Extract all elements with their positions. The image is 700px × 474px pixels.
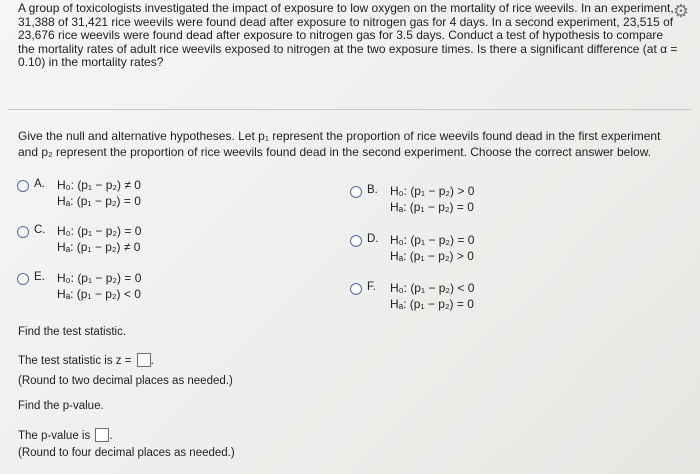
alternative-hypothesis: Hₐ: (p₁ − p₂) = 0 — [390, 200, 474, 214]
test-statistic-line — [18, 353, 154, 367]
p-value-input[interactable] — [95, 428, 109, 442]
gear-icon[interactable]: ⚙ — [672, 0, 690, 21]
option-d[interactable] — [350, 233, 650, 267]
alternative-hypothesis: Hₐ: (p₁ − p₂) < 0 — [57, 287, 141, 301]
option-f[interactable] — [350, 281, 650, 315]
p-value-hint: (Round to four decimal places as needed.) — [18, 447, 235, 459]
alternative-hypothesis: Hₐ: (p₁ − p₂) = 0 — [390, 297, 474, 311]
option-c[interactable] — [17, 224, 317, 258]
question-prompt: Give the null and alternative hypotheses. Let p₁ represent the proportion of rice weevils found dead in the first experiment and p₂ represent the proportion of rice weevils found dead in the second experiment. Choose the correct answer below. — [18, 129, 661, 159]
divider — [8, 109, 692, 110]
null-hypothesis: H₀: (p₁ − p₂) < 0 — [390, 281, 475, 295]
option-letter: D. — [367, 233, 379, 245]
problem-statement: A group of toxicologists investigated the impact of exposure to low oxygen on the mortality of rice weevils. In an experiment, 31,388 of 31,421 rice weevils were found dead after exposure to nitrogen gas for 4 days. In a second experiment, 23,515 of 23,676 rice weevils were found dead after exposure to nitrogen gas for 3.5 days. Conduct a test of hypothesis to compare the mortality rates of adult rice weevils exposed to nitrogen at the two exposure times. Is there a significant difference (at α = 0.10) in the mortality rates? — [18, 1, 678, 70]
period: . — [109, 430, 113, 442]
null-hypothesis: H₀: (p₁ − p₂) = 0 — [57, 224, 142, 238]
option-b[interactable] — [350, 184, 650, 218]
p-value-heading: Find the p-value. — [18, 400, 104, 412]
null-hypothesis: H₀: (p₁ − p₂) = 0 — [57, 271, 142, 285]
null-hypothesis: H₀: (p₁ − p₂) ≠ 0 — [57, 178, 141, 192]
test-statistic-heading: Find the test statistic. — [18, 326, 127, 338]
radio-button[interactable] — [350, 235, 362, 247]
option-letter: E. — [34, 271, 45, 283]
option-e[interactable] — [17, 271, 317, 305]
period: . — [150, 355, 154, 367]
test-statistic-prompt: The test statistic is z = — [18, 355, 132, 367]
p-value-line — [18, 428, 113, 442]
option-letter: A. — [34, 178, 45, 190]
test-statistic-input[interactable] — [137, 353, 151, 367]
radio-button[interactable] — [350, 283, 362, 295]
p-value-prompt: The p-value is — [18, 430, 91, 442]
alternative-hypothesis: Hₐ: (p₁ − p₂) ≠ 0 — [57, 240, 141, 254]
radio-button[interactable] — [17, 226, 29, 238]
option-letter: C. — [34, 224, 46, 236]
radio-button[interactable] — [17, 180, 29, 192]
radio-button[interactable] — [350, 186, 362, 198]
alternative-hypothesis: Hₐ: (p₁ − p₂) = 0 — [57, 194, 141, 208]
radio-button[interactable] — [17, 273, 29, 285]
null-hypothesis: H₀: (p₁ − p₂) > 0 — [390, 184, 475, 198]
test-statistic-hint: (Round to two decimal places as needed.) — [18, 375, 233, 387]
option-a[interactable] — [17, 178, 317, 212]
null-hypothesis: H₀: (p₁ − p₂) = 0 — [390, 233, 475, 247]
alternative-hypothesis: Hₐ: (p₁ − p₂) > 0 — [390, 249, 474, 263]
option-letter: B. — [367, 184, 378, 196]
option-letter: F. — [367, 281, 376, 293]
